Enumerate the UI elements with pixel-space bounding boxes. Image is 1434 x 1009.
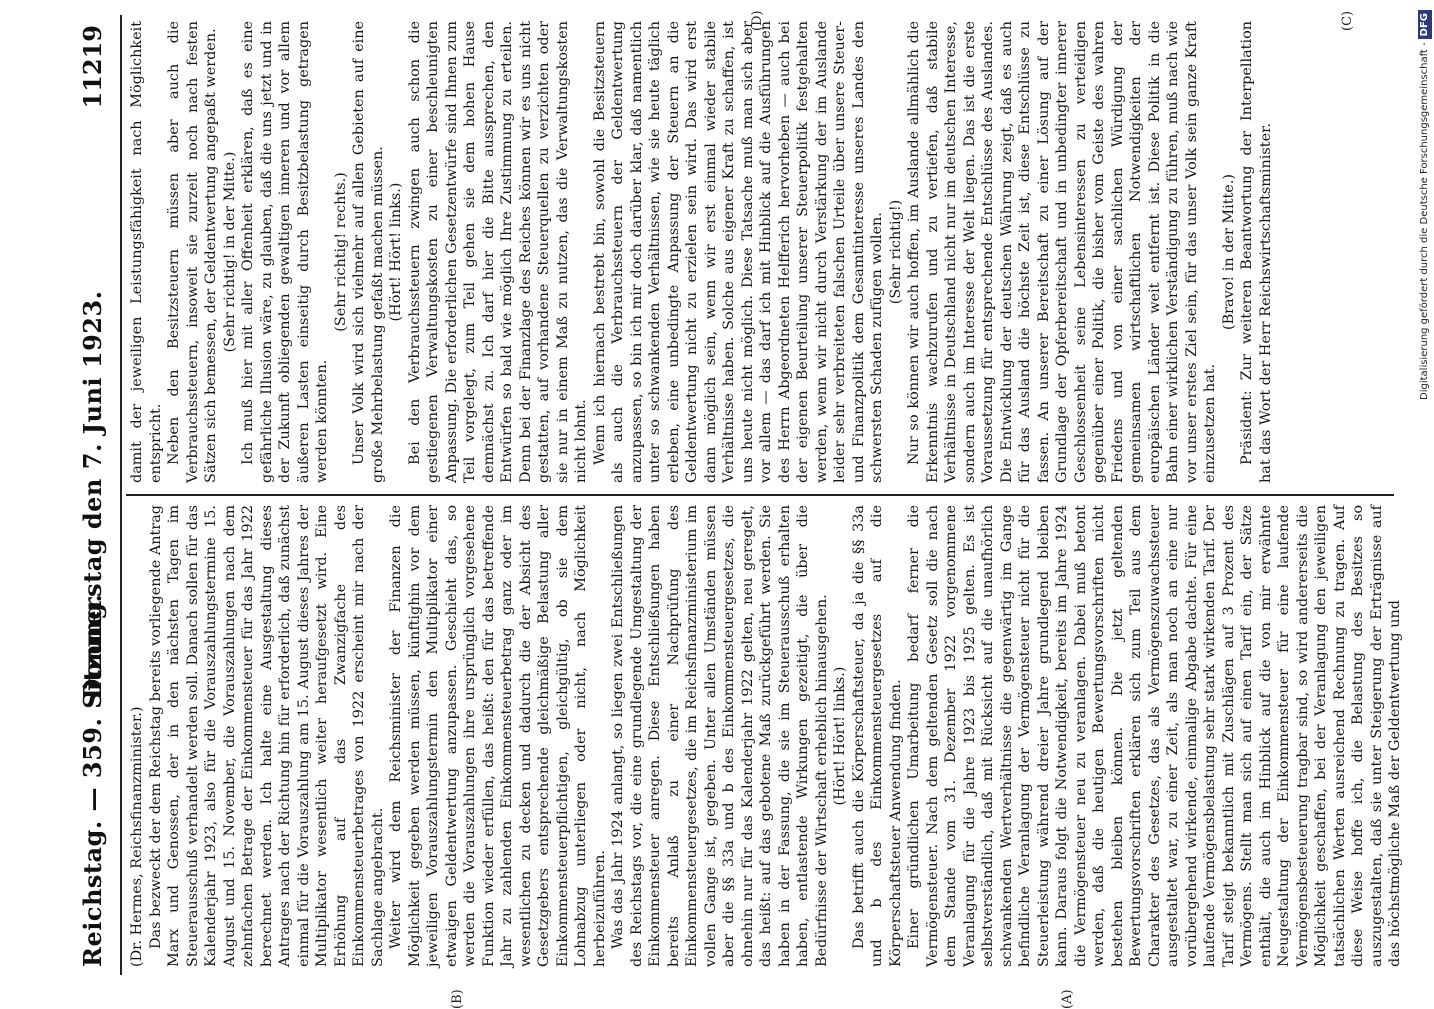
- paragraph: damit der jeweiligen Leistungsfähigkeit nach Möglichkeit entspricht.: [129, 21, 164, 483]
- paragraph: Einer gründlichen Umarbeitung bedarf ferner die Vermögensteuer. Nach dem geltenden Gesetz soll die nach dem Stande vom 31. Dezember 1922 vorgenommene Veranlagung für die Jahre 1923 bis 1925 gelten. Es ist selbstverständlich, daß mit Rücksicht auf die unaufhörlich schwankenden Wertverhältnisse die gegenwärtig im Gange befindliche Veranlagung der Vermögensteuer nicht für die Steuerleistung während dreier Jahre grundlegend bleiben kann. Daraus folgt die Notwendigkeit, bereits im Jahre 1924 die Vermögensteuer neu zu veranlagen. Dabei muß betont werden, daß die heutigen Bewertungsvorschriften nicht bestehen bleiben können. Die jetzt geltenden Bewertungsvorschriften erklären sich zum Teil aus dem Charakter des Gesetzes, das als Vermögenszuwachssteuer ausgestaltet war, zu einer Zeit, als man noch an eine nur vorübergehend wirkende, einmalige Abgabe dachte. Für eine laufende Vermögensbelastung sehr stark wirkenden Tarif. Der Tarif steigt bekanntlich mit Zuschlägen auf 3 Prozent des Vermögens. Stellt man sich auf einen Tarif ein, der Sätze enthält, die auch im Hinblick auf die von mir erwähnte Neugestaltung der Einkommensteuer für eine laufende Vermögensbesteuerung tragbar sind, so wird andererseits die Möglichkeit geschaffen, bei der Veranlagung den jeweiligen tatsächlichen Werten ausreichend Rechnung zu tragen. Auf diese Weise hoffe ich, die Belastung des Besitzes so auszugestalten, daß sie unter Steigerung der Erträgnisse auf das höchstmögliche Maß der Geldentwertung und: [906, 505, 1403, 967]
- header-session: Reichstag. — 359. Sitzung.: [78, 593, 107, 967]
- margin-marker-a: (A): [1060, 989, 1075, 1009]
- left-column: [128, 505, 1403, 967]
- header-rule: [120, 15, 122, 975]
- paragraph: Ich muß hier mit aller Offenheit erklären, daß es eine gefährliche Illusion wäre, zu glauben, daß die uns jetzt und in der Zukunft obliegenden gewaltigen inneren und vor allem äußeren Lasten einseitig durch Besitzbelastung getragen werden könnten.: [240, 21, 330, 483]
- margin-marker-c: (C): [1340, 10, 1355, 31]
- paragraph: Das betrifft auch die Körperschaftsteuer, da ja die §§ 33a und b des Einkommensteuergesetzes auf die Körperschaftsteuer Anwendung finden.: [850, 505, 904, 967]
- page-number: 11219: [78, 25, 107, 109]
- paragraph: Nur so können wir auch hoffen, im Auslande allmählich die Erkenntnis wachzurufen und zu vertiefen, daß stabile Verhältnisse in Deutschland nicht nur im deutschen Interesse, sondern auch im Interesse der Welt liegen. Das ist die erste Voraussetzung für entsprechende Entschlüsse des Auslandes. Die Entwicklung der deutschen Währung zeigt, daß es auch für das Ausland die höchste Zeit ist, diese Entschlüsse zu fassen. An unserer Bereitschaft zu einer Lösung auf der Grundlage der Opferbereitschaft und in unbedingter innerer Geschlossenheit seine Lebensinteressen zu verteidigen gegenüber einer Politik, die bisher vom Geiste des wahren Friedens und von einer sachlichen Würdigung der gemeinsamen wirtschaftlichen Notwendigkeiten der europäischen Länder weit entfernt ist. Diese Politik in die Bahn einer wirklichen Verständigung zu führen, muß nach wie vor unser erstes Ziel sein, für das unser Volk sein ganze Kraft einzusetzen hat.: [906, 21, 1218, 483]
- margin-marker-b: (B): [450, 989, 465, 1009]
- newspaper-page: [60, 10, 1403, 1009]
- paragraph: Wenn ich hiernach bestrebt bin, sowohl die Besitzsteuern als auch die Verbrauchssteuern der Geldentwertung anzupassen, so bin ich mir doch darüber klar, daß namentlich unter so schwankenden Verhältnissen, wie sie heute täglich erleben, eine unbedingte Anpassung der Steuern an die Geldentwertung nicht zu erzielen sein wird. Das wird erst dann möglich sein, wenn wir erst einmal wieder stabile Verhältnisse haben. Solche aus eigener Kraft zu schaffen, ist uns heute nicht möglich. Diese Tatsache muß man sich aber vor allem — das darf ich mit Hinblick auf die Ausführungen des Herrn Abgeordneten Helfferich hervorheben — auch bei der eigenen Beurteilung unserer Steuerpolitik festgehalten werden, wenn wir nicht durch Verstärkung der im Auslande leider sehr verbreiteten falschen Urteile über unsere Steuer- und Finanzpolitik dem Gesamtinteresse unseres Landes den schwersten Schaden zufügen wollen.: [591, 21, 885, 483]
- speaker-line: (Dr. Hermes, Reichsfinanzminister.): [129, 706, 145, 967]
- interjection: (Sehr richtig!): [887, 199, 904, 305]
- paragraph: Was das Jahr 1924 anlangt, so liegen zwei Entschließungen des Reichstags vor, die eine grundlegende Umgestaltung der Einkommensteuer anregen. Diese Entschließungen haben bereits Anlaß zu einer Nachprüfung des Einkommensteuergesetzes, die im Reichsfinanzministerium im vollen Gange ist, gegeben. Unter allen Umständen müssen aber die §§ 33a und b des Einkommensteuergesetzes, die ohnehin nur für das Kalenderjahr 1922 gelten, neu geregelt, das heißt: auf das gebotene Maß zurückgeführt werden. Sie haben in der Fassung, die sie im Steuerausschuß erhalten haben, entlastende Wirkungen gezeitigt, die über die Bedürfnisse der Wirtschaft erheblich hinausgehen.: [610, 505, 830, 967]
- credit-text: Digitalisierung gefördert durch die Deutsche Forschungsgemeinschaft -: [1419, 42, 1430, 400]
- dfg-logo: DFG: [1418, 10, 1432, 39]
- margin-marker-d: (D): [750, 10, 765, 31]
- interjection: (Sehr richtig! rechts.): [332, 172, 349, 332]
- paragraph: Präsident: Zur weiteren Beantwortung der Interpellation hat das Wort der Herr Reichswirtschaftsminister.: [1239, 21, 1274, 483]
- paragraph: Bei den Verbrauchssteuern zwingen auch schon die gestiegenen Verwaltungskosten zu einer beschleunigten Anpassung. Die erforderlichen Gesetzentwürfe sind Ihnen zum Teil vorgelegt, zum Teil gehen sie dem hohen Hause demnächst zu. Ich darf hier die Bitte aussprechen, den Entwürfen so bald wie möglich Ihre Zustimmung zu erteilen. Denn bei der Finanzlage des Reiches können wir es uns nicht gestatten, auf vorhandene Steuerquellen zu verzichten oder sie nur in einem Maß zu nutzen, das die Verwaltungskosten nicht lohnt.: [406, 21, 589, 483]
- paragraph: Weiter wird dem Reichsminister der Finanzen die Möglichkeit gegeben werden müssen, künftighin vor dem jeweiligen Vorauszahlungstermin den Multiplikator einer etwaigen Geldentwertung anzupassen. Geschieht das, so werden die Vorauszahlungen ihre ursprünglich vorgesehene Funktion wieder erfüllen, das heißt: den für das betreffende Jahr zu zahlenden Einkommensteuerbetrag ganz oder im wesentlichen zu decken und dadurch die der Absicht des Gesetzgebers entsprechende gleichmäßige Belastung aller Einkommensteuerpflichtigen, gleichgültig, ob sie dem Lohnabzug unterliegen oder nicht, nach Möglichkeit herbeizuführen.: [388, 505, 608, 967]
- interjection: (Hört! Hört! links.): [832, 666, 848, 806]
- paragraph: Das bezweckt der dem Reichstag bereits vorliegende Antrag Marx und Genossen, der in den nächsten Tagen im Steuerausschuß verhandelt werden soll. Danach sollen für das Kalenderjahr 1923, also für die Vorauszahlungstermine 15. August und 15. November, die Vorauszahlungen nach dem zehnfachen Betrage der Einkommensteuer für das Jahr 1922 berechnet werden. Ich halte eine Ausgestaltung dieses Antrages nach der Richtung hin für erforderlich, daß zunächst einmal für die Vorauszahlung am 15. August dieses Jahres der Multiplikator wesentlich weiter heraufgesetzt wird. Eine Erhöhung auf das Zwanzigfache des Einkommensteuerbetrages von 1922 erscheint mir nach der Sachlage angebracht.: [147, 505, 386, 967]
- digitization-credit: [1416, 10, 1434, 990]
- interjection: (Bravo! in der Mitte.): [1220, 173, 1237, 331]
- header-date: Donnerstag den 7. Juni 1923.: [78, 290, 107, 700]
- paragraph: Neben den Besitzsteuern müssen aber auch die Verbrauchssteuern, insoweit sie zurzeit noch nach festen Sätzen sich bemessen, der Geldentwertung angepaßt werden.: [166, 21, 219, 483]
- column-divider: [126, 494, 1394, 496]
- interjection: (Sehr richtig! in der Mitte.): [221, 151, 238, 353]
- interjection: (Hört! Hört! links.): [388, 182, 404, 322]
- right-column: [128, 21, 1388, 483]
- credit-line: [1416, 10, 1434, 990]
- paragraph: Unser Volk wird sich vielmehr auf allen Gebieten auf eine große Mehrbelastung gefaßt machen müssen.: [351, 21, 386, 483]
